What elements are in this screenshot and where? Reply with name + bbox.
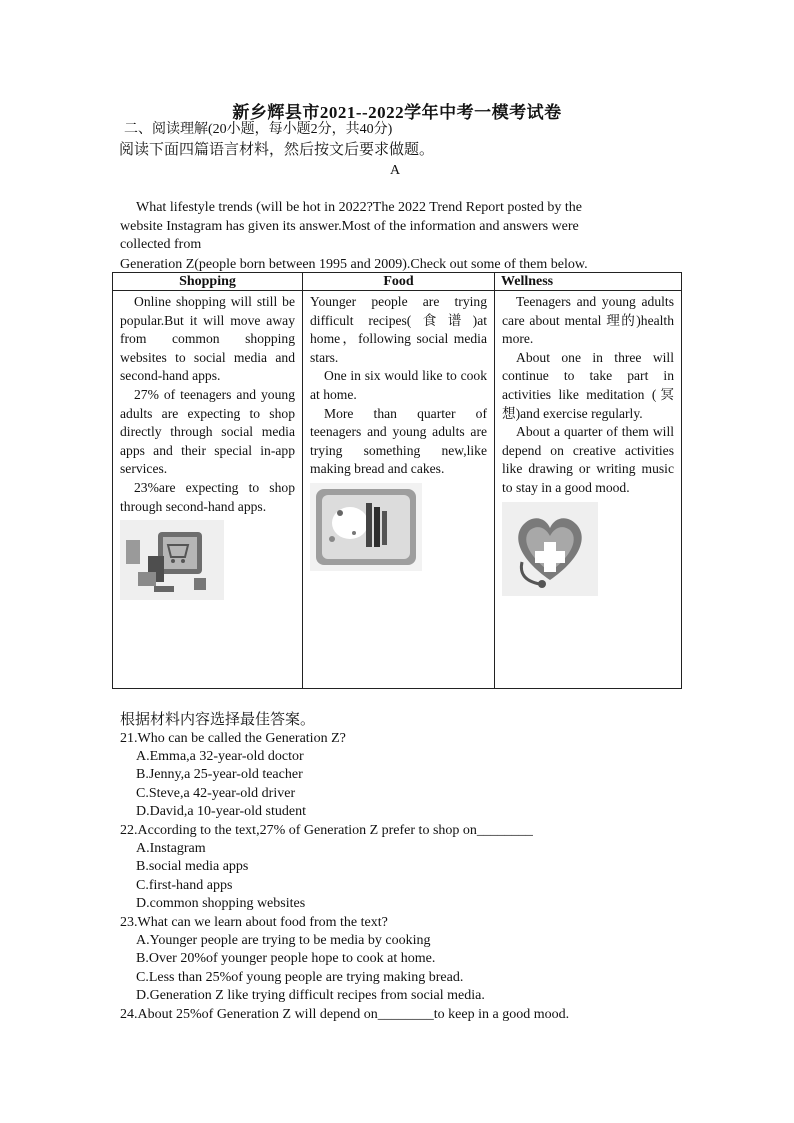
shopping-text-1: Online shopping will still be popular.But it will move away from common shopping websites to social media and second-hand apps. (120, 294, 295, 384)
food-text-3: More than quarter of teenagers and young adults are trying something new,like making bread and cakes. (310, 405, 487, 477)
trends-table (112, 272, 682, 689)
intro-line-1: What lifestyle trends (will be hot in 2022?The 2022 Trend Report posted by the (136, 200, 582, 215)
food-cell (303, 291, 495, 689)
question-22-option-b: B.social media apps (136, 859, 249, 874)
wellness-text-1: Teenagers and young adults care about mental 理的)health more. (502, 294, 674, 347)
food-text-2: One in six would like to cook at home. (310, 368, 487, 402)
shopping-text-2: 27% of teenagers and young adults are expecting to shop directly through social media apps and their special in-app services. (120, 386, 295, 477)
shopping-cell (113, 291, 303, 689)
header-wellness: Wellness (495, 273, 682, 291)
question-24-stem: 24.About 25%of Generation Z will depend on________to keep in a good mood. (120, 1007, 570, 1022)
question-21-option-c: C.Steve,a 42-year-old driver (136, 786, 296, 801)
intro-line-3: collected from (120, 237, 202, 252)
question-23-stem: 23.What can we learn about food from the text? (120, 915, 388, 930)
wellness-cell (495, 291, 682, 689)
question-22-option-c: C.first-hand apps (136, 878, 233, 893)
page-title: 新乡辉县市2021--2022学年中考一模考试卷 (232, 103, 562, 122)
header-shopping: Shopping (113, 273, 303, 291)
question-21-option-b: B.Jenny,a 25-year-old teacher (136, 767, 303, 782)
shopping-text-3: 23%are expecting to shop through second-hand apps. (120, 479, 295, 514)
passage-label: A (390, 163, 401, 178)
intro-line-2: website Instagram has given its answer.Most of the information and answers were (120, 219, 579, 234)
question-21-option-d: D.David,a 10-year-old student (136, 804, 307, 819)
header-food: Food (303, 273, 495, 291)
wellness-heart-image (502, 502, 598, 596)
food-plate-image (310, 483, 422, 571)
intro-line-4: Generation Z(people born between 1995 and 2009).Check out some of them below. (120, 257, 588, 272)
question-23-option-c: C.Less than 25%of young people are trying making bread. (136, 970, 464, 985)
question-21-option-a: A.Emma,a 32-year-old doctor (136, 749, 304, 764)
question-23-option-a: A.Younger people are trying to be media by cooking (136, 933, 431, 948)
section-heading: 二、阅读理解(20小题，每小题2分，共40分) (124, 122, 393, 137)
questions-intro: 根据材料内容选择最佳答案。 (120, 712, 316, 728)
question-21-stem: 21.Who can be called the Generation Z? (120, 731, 346, 746)
question-22-option-d: D.common shopping websites (136, 896, 306, 911)
food-text-1: Younger people are trying difficult recipes(食谱)at home，following social media stars. (310, 294, 487, 365)
shopping-phone-image (120, 520, 224, 600)
wellness-text-3: About a quarter of them will depend on creative activities like drawing or writing music to stay in a good mood. (502, 424, 674, 495)
wellness-text-2: About one in three will continue to take part in activities like meditation (冥想)and exercise regularly. (502, 349, 674, 421)
instruction-text: 阅读下面四篇语言材料，然后按文后要求做题。 (119, 142, 435, 158)
question-23-option-d: D.Generation Z like trying difficult recipes from social media. (136, 988, 485, 1003)
question-22-stem: 22.According to the text,27% of Generation Z prefer to shop on________ (120, 823, 533, 838)
question-23-option-b: B.Over 20%of younger people hope to cook at home. (136, 951, 436, 966)
question-22-option-a: A.Instagram (136, 841, 206, 856)
